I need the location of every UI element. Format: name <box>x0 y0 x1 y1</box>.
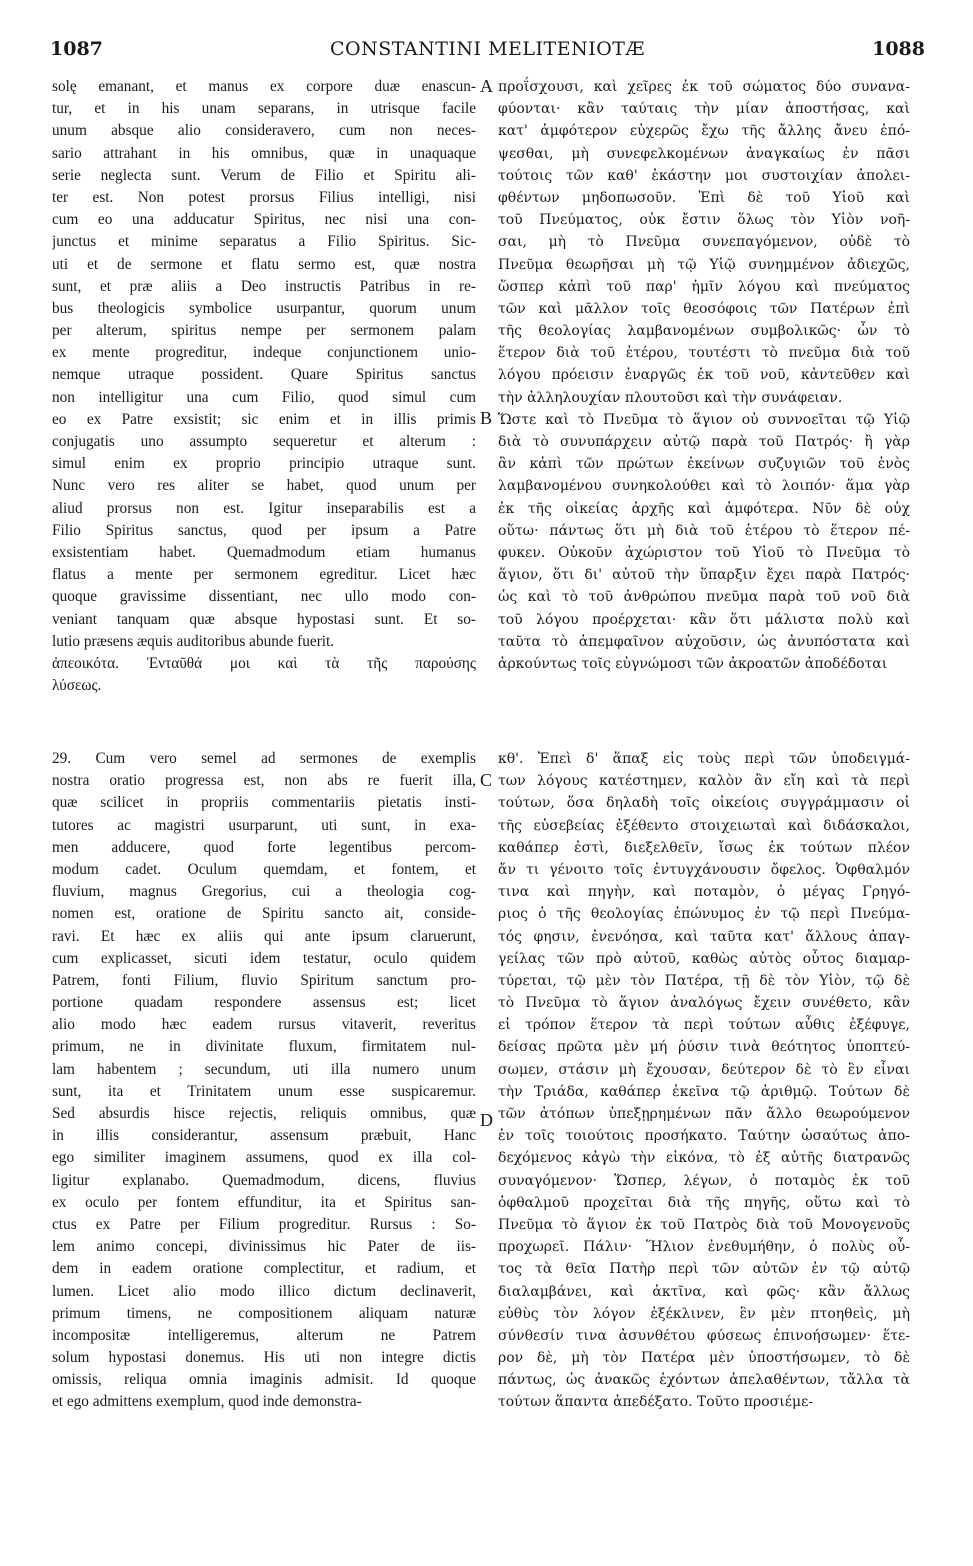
latin-column-top <box>52 76 476 697</box>
text-line: τὴν ἀλληλουχίαν πλουτοῦσι καὶ τὴν συνάφειαν. <box>498 389 843 406</box>
text-line: veniant tanquam quæ absque hypostasi sunt. Et so- <box>52 610 476 628</box>
text-line: non intelligitur una cum Filio, quod simul cum <box>52 388 476 406</box>
text-line: ὥσπερ κἀπὶ τοῦ παρ' ἡμῖν λόγου καὶ πνεύματος <box>498 278 910 295</box>
margin-marker-c: C <box>480 770 493 790</box>
text-line: τῆς εὐσεβείας ἐξέθεντο στοιχειωταὶ καὶ διδάσκαλοι, <box>498 817 910 834</box>
margin-marker-b: B <box>480 408 493 428</box>
text-line: fluvium, magnus Gregorius, cui a theologia cog- <box>52 883 476 901</box>
text-line: ego similiter imaginem assumens, quod ex illa col- <box>52 1149 476 1167</box>
text-line: τῶν καὶ μᾶλλον τοῖς θεοσόφοις τῶν Πατέρων ἐπὶ <box>498 300 910 317</box>
text-line: τῶν ἀτόπων ὑπεξῃρημένων πᾶν ἄλλο θεωρούμενον <box>498 1106 910 1122</box>
latin-column-lower <box>52 748 476 1414</box>
text-line: dem in eadem oratione complectitur, et radium, et <box>52 1260 476 1278</box>
text-line: solę emanant, et manus ex corpore duæ enascun- <box>52 78 476 95</box>
text-line: ἀπεοικότα. Ἐνταῦθά μοι καὶ τὰ τῆς παρούσης <box>52 654 476 672</box>
text-line: λαμβανομένου συνηκολούθει καὶ τὸ λοιπόν· ἅμα γὰρ <box>498 478 910 495</box>
text-line: σαι, μὴ τὸ Πνεῦμα συνεπαγόμενον, οὐδὲ τὸ <box>498 234 910 251</box>
text-line: Nunc vero res aliter se habet, quod unum per <box>52 477 476 495</box>
text-line: ρον δὲ, μὴ τὸν Πατέρα μὲν ὑποστήσωμεν, τὸ δὲ <box>498 1350 910 1367</box>
text-line: σύνθεσίν τινα ἀσυνθέτου φύσεως ἐπινοήσωμεν· ἕτε- <box>498 1327 910 1344</box>
text-line: τός φησιν, ἐνενόησα, καὶ ταῦτα κατ' ἄλλους ἀπαγ- <box>498 928 910 945</box>
text-line: ἐν τοῖς τοιούτοις προσήκατο. Ταύτην ὡσαύτως ἀπο- <box>498 1128 910 1145</box>
text-line: λόγου πρόεισιν ἐναργῶς ἐκ τοῦ νοῦ, κἀντεῦθεν καὶ <box>498 367 910 384</box>
text-line: incompositæ intelligeremus, alterum ne Patrem <box>52 1326 476 1344</box>
text-line: ἄν τι γένοιτο τοῖς ἐντυγχάνουσιν ὄφελος. Ὀφθαλμόν <box>498 861 910 878</box>
text-line: solum hypostasi donemus. His uti non integre dictis <box>52 1349 476 1367</box>
text-line: τούτων, ὅσα δηλαδὴ τοῖς οἰκείοις συγγράμμασιν οἱ <box>498 795 910 812</box>
text-line: ἐκ τῆς οἰκείας ἀρχῆς καὶ ἀμφότερα. Νῦν δὲ οὐχ <box>498 500 910 517</box>
text-line: τούτων ἅπαντα ἀπεδέξατο. Τοῦτο προσιέμε- <box>498 1394 814 1411</box>
text-line: quoque gravissime dissentiant, nec ullo modo con- <box>52 588 476 606</box>
text-line: τοῦ Πνεύματος, οὐκ ἔστιν ὅλως τὸν Υἱὸν νοῆ- <box>498 212 910 229</box>
text-line: κθ'. Ἐπεὶ δ' ἅπαξ εἰς τοὺς περὶ τῶν ὑποδειγμά- <box>498 751 910 767</box>
text-line: nostra oratio progressa est, non abs re fuerit illa, <box>52 772 476 790</box>
text-line: καθάπερ ἐστὶ, διεξελθεῖν, ἴσως ἐκ τούτων πλέον <box>498 839 910 856</box>
text-line: uti et de sermone et flatu sermo est, quæ nostra <box>52 255 476 273</box>
text-line: ctus ex Patre per Filium progreditur. Rursus : So- <box>52 1215 476 1233</box>
text-line: Πνεῦμα θεωρῆσαι μὴ τῷ Υἱῷ συνημμένον ἀδιεχῶς, <box>498 256 910 273</box>
text-line: ex oculo per fontem effunditur, ita et Spiritus san- <box>52 1193 476 1211</box>
text-line: Ὥστε καὶ τὸ Πνεῦμα τὸ ἅγιον οὐ συννοεῖται τῷ Υἱῷ <box>498 411 910 428</box>
text-line: lumen. Licet alio modo illico dictum declinaverit, <box>52 1282 476 1300</box>
text-line: ἅγιον, ὅτι δι' αὐτοῦ τὴν ὕπαρξιν ἔχει παρὰ Πατρός· <box>498 567 910 584</box>
text-line: eo ex Patre exsistit; sic enim et in illis primis <box>52 410 476 428</box>
text-line: τος τὰ θεῖα Πατὴρ περὶ τῶν αὐτῶν ἐν τῷ αὐτῷ <box>498 1261 910 1278</box>
text-line: men adducere, quod forte legentibus percom- <box>52 838 476 856</box>
text-line: ταῦτα τὸ ἀπεμφαῖνον αὐχοῦσιν, ὡς ἀνυπόστατα καὶ <box>498 633 910 650</box>
text-line: τὴν Τριάδα, καθάπερ ἐκεῖνα τῷ ἀριθμῷ. Τούτων δὲ <box>498 1083 910 1100</box>
text-line: διὰ τὸ συνυπάρχειν αὐτῷ παρὰ τοῦ Πατρός· ἢ γὰρ <box>498 434 910 450</box>
text-line: ligitur explanabo. Quemadmodum, dicens, fluvius <box>52 1171 476 1189</box>
text-line: ex mente progreditur, indeque conjunctionem unio- <box>52 344 476 362</box>
text-line: exsistentiam habet. Quemadmodum etiam humanus <box>52 543 476 561</box>
margin-marker-a: A <box>480 76 493 96</box>
page-number-left: 1087 <box>50 38 103 60</box>
text-line: τύρεται, τῷ μὲν τὸν Πατέρα, τῇ δὲ τὸν Υἱὸν, τῷ δὲ <box>498 972 910 989</box>
text-line: Filio Spiritus sanctus, quod per ipsum a Patre <box>52 521 476 539</box>
greek-column-top <box>498 76 910 675</box>
text-line: et ego admittens exemplum, quod inde demonstra- <box>52 1393 362 1411</box>
text-line: Patrem, fonti Filium, fluvio Spiritum sanctum pro- <box>52 971 476 989</box>
text-line: κατ' ἀμφότερον εὐχερῶς ἔχω τῆς ἄλλης ἄνευ ἐπό- <box>498 123 910 140</box>
text-line: τούτοις τῶν καθ' ἑκάστην μοι συστοιχίαν ἀπολει- <box>498 167 910 184</box>
page-number-right: 1088 <box>872 38 925 60</box>
text-line: sario attrahant in his omnibus, quæ in unaquaque <box>52 144 476 162</box>
page-header <box>50 38 925 68</box>
text-line: λύσεως. <box>52 677 102 695</box>
text-line: προΐσχουσι, καὶ χεῖρες ἐκ τοῦ σώματος δύο συνανα- <box>498 79 910 95</box>
text-line: primum, ne in divinitate fluxum, firmitatem nul- <box>52 1038 476 1056</box>
text-line: διαλαμβάνει, καὶ ἀκτῖνα, καὶ φῶς· κἂν ἄλλως <box>498 1283 910 1300</box>
text-line: simul enim ex proprio principio utraque sunt. <box>52 455 476 473</box>
greek-column-lower <box>498 748 910 1414</box>
text-line: tutores ac magistri usurparunt, uti sunt, in exa- <box>52 816 476 834</box>
text-line: lutio præsens æquis auditoribus abunde fuerit. <box>52 632 335 650</box>
text-line: junctus et minime separatus a Filio Spiritus. Sic- <box>52 233 476 251</box>
text-line: sunt, et præ aliis a Deo instructis Patribus in re- <box>52 277 476 295</box>
text-line: συναγόμενον· Ὥσπερ, λέγων, ὁ ποταμὸς ἐκ τοῦ <box>498 1172 910 1189</box>
text-line: nemque utraque possident. Quare Spiritus sanctus <box>52 366 476 384</box>
text-line: τινα καὶ πηγὴν, καὶ ποταμὸν, ὁ μέγας Γρηγό- <box>498 884 910 901</box>
text-line: primum timens, ne compositionem aliquam naturæ <box>52 1304 476 1322</box>
text-line: φυκεν. Οὐκοῦν ἀχώριστον τοῦ Υἱοῦ τὸ Πνεῦμα τὸ <box>498 544 910 561</box>
text-line: δεχόμενος κἀγὼ τὴν εἰκόνα, τὸ ἐξ αὐτῆς διατρανῶς <box>498 1150 910 1167</box>
text-line: φθέντων μηδοπωσοῦν. Ἐπὶ δὲ τοῦ Υἱοῦ καὶ <box>498 189 910 206</box>
text-line: προχωρεῖ. Πάλιν· Ἥλιον ἐνεθυμήθην, ὁ πολὺς οὗ- <box>498 1239 910 1256</box>
text-line: nomen est, oratione de Spiritu sancto ait, conside- <box>52 905 476 923</box>
text-line: cum eo una adducatur Spiritus, nec nisi una con- <box>52 211 476 229</box>
text-line: lam habentem ; secundum, uti illa numero unum <box>52 1060 476 1078</box>
text-line: ἕτερον διὰ τοῦ ἑτέρου, τουτέστι τὸ πνεῦμα διὰ τοῦ <box>498 345 910 362</box>
text-line: serie neglecta sunt. Verum de Filio et Spiritu ali- <box>52 166 476 184</box>
text-line: quæ scilicet in propriis commentariis pietatis insti- <box>52 794 476 812</box>
text-line: ἂν κἀπὶ τῶν πρώτων ἐκείνων συζυγιῶν τοῦ ἑνὸς <box>498 456 910 473</box>
text-line: σωμεν, στάσιν μὴ ἔχουσαν, δεύτερον δὲ τὸ ἓν εἶναι <box>498 1061 910 1078</box>
text-line: 29. Cum vero semel ad sermones de exemplis <box>52 750 476 767</box>
text-line: aliud prorsus non est. Igitur inseparabilis est a <box>52 499 476 517</box>
text-line: unum absque alio consideravero, cum non neces- <box>52 122 476 140</box>
text-line: γείλας τῶν πρὸ αὐτοῦ, καθὼς αὐτὸς οὗτος διαμαρ- <box>498 950 910 967</box>
text-line: οὕτω· πάντως ὅτι μὴ διὰ τοῦ ἑτέρου τὸ ἕτερον πέ- <box>498 522 910 539</box>
text-line: ravi. Et hæc ex aliis qui ante ipsum claruerunt, <box>52 927 476 945</box>
text-line: πάντως, ὡς ἀνακῶς ἐχόντων ἀπελαθέντων, τἄλλα τὰ <box>498 1372 910 1389</box>
text-line: ριος ὁ τῆς θεολογίας ἐπώνυμος ἐν τῷ περὶ Πνεύμα- <box>498 906 910 923</box>
text-line: τὸ Πνεῦμα τὸ ἅγιον ἀναλόγως ἔχειν συνέθετο, κἂν <box>498 995 910 1012</box>
running-title: CONSTANTINI MELITENIOTÆ <box>330 38 645 60</box>
text-line: εἰ τρόπον ἕτερον τὰ περὶ τούτων αὖθις ἐξέφυγε, <box>498 1017 910 1034</box>
text-line: cum explicasset, sicuti idem testatur, oculo quidem <box>52 949 476 967</box>
text-line: των λόγους κατέστημεν, καλὸν ἂν εἴη καὶ τὰ περὶ <box>498 773 910 790</box>
text-line: εὐθὺς τὸν λόγον ἐξέκλινεν, ἓν μὲν πτοηθεὶς, μὴ <box>498 1305 910 1322</box>
text-line: modum cadet. Oculum quemdam, et fontem, et <box>52 860 476 878</box>
text-line: lem animo concepi, divinissimus hic Pater de iis- <box>52 1238 476 1256</box>
text-line: Sed absurdis hisce rejectis, reliquis omnibus, quæ <box>52 1105 476 1122</box>
text-line: per alterum, spiritus nempe per sermonem palam <box>52 322 476 340</box>
text-line: alio modo hæc eadem rursus vitaverit, reveritus <box>52 1016 476 1034</box>
text-line: ὡς καὶ τὸ τοῦ ἀνθρώπου πνεῦμα παρὰ τοῦ νοῦ διὰ <box>498 589 910 606</box>
text-line: omissis, reliqua omnia imaginis admisit. Id quoque <box>52 1371 476 1389</box>
margin-marker-d: D <box>480 1110 493 1130</box>
text-line: ἀρκούντως τοῖς εὐγνώμοσι τῶν ἀκροατῶν ἀποδέδοται <box>498 655 888 672</box>
text-line: δείσας πρῶτα μὲν μή ῥύσιν τινὰ θεότητος ὑποπτεύ- <box>498 1039 910 1056</box>
text-line: tur, et in his unam separans, in utrisque facile <box>52 100 476 118</box>
text-line: conjugatis uno assumpto sequeretur et alterum : <box>52 433 476 450</box>
text-line: sunt, ita et Trinitatem unum esse suspicaremur. <box>52 1082 476 1100</box>
text-line: ὀφθαλμοῦ προχεῖται διὰ τῆς πηγῆς, οὕτω καὶ τὸ <box>498 1194 910 1211</box>
text-line: Πνεῦμα τὸ ἅγιον ἐκ τοῦ Πατρὸς διὰ τοῦ Μονογενοῦς <box>498 1216 910 1233</box>
text-line: in illis considerantur, assensum præbuit, Hanc <box>52 1127 476 1145</box>
text-line: ter est. Non potest prorsus Filius intelligi, nisi <box>52 188 476 206</box>
text-line: τοῦ λόγου προέρχεται· κἂν ὅτι μάλιστα πολὺ καὶ <box>498 611 910 628</box>
text-line: bus theologicis symbolice usurpantur, quorum unum <box>52 299 476 317</box>
text-line: ψεσθαι, μὴ συνεφελκομένων ἀναγκαίως ἐν πᾶσι <box>498 145 910 162</box>
text-line: flatus a mente per sermonem egreditur. Licet hæc <box>52 566 476 584</box>
text-line: φύονται· κἂν ταύταις τὴν μίαν ἀποστήσας, καὶ <box>498 101 910 118</box>
text-line: τῆς θεολογίας λαμβανομένων συμβολικῶς· ὧν τὸ <box>498 323 910 340</box>
text-line: portione quadam respondere assensus est; licet <box>52 994 476 1012</box>
